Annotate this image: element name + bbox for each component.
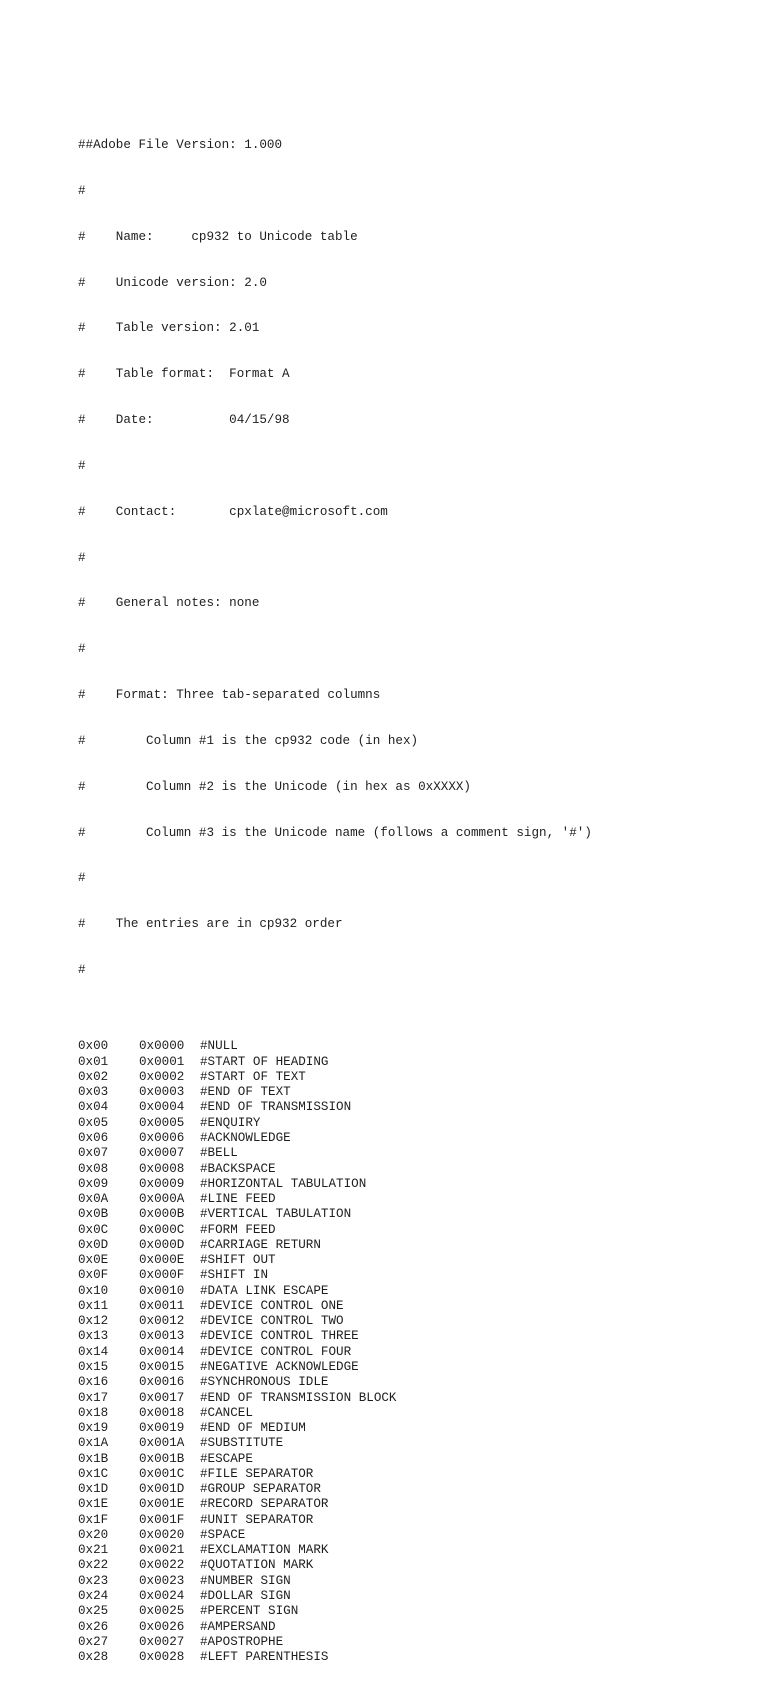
unicode-code-cell: 0x0016 <box>139 1375 185 1390</box>
unicode-code-cell: 0x001C <box>139 1466 185 1481</box>
unicode-name-cell: #START OF TEXT <box>200 1069 306 1084</box>
unicode-name-cell: #DEVICE CONTROL FOUR <box>200 1344 352 1359</box>
cp932-code-cell: 0x20 <box>78 1527 109 1542</box>
unicode-name-cell: #VERTICAL TABULATION <box>200 1207 352 1222</box>
unicode-code-cell: 0x0025 <box>139 1604 185 1619</box>
unicode-code-cell: 0x0027 <box>139 1634 185 1649</box>
unicode-name-cell: #START OF HEADING <box>200 1054 329 1069</box>
unicode-code-cell: 0x0011 <box>139 1298 185 1313</box>
unicode-code-cell: 0x000A <box>139 1192 185 1207</box>
cp932-code-cell: 0x05 <box>78 1115 109 1130</box>
table-row <box>78 1558 758 1573</box>
unicode-code-cell: 0x0008 <box>139 1161 185 1176</box>
unicode-name-cell: #RECORD SEPARATOR <box>200 1497 329 1512</box>
cp932-code-cell: 0x16 <box>78 1375 109 1390</box>
unicode-name-cell: #ESCAPE <box>200 1451 253 1466</box>
table-row <box>78 1039 758 1054</box>
unicode-name-cell: #DATA LINK ESCAPE <box>200 1283 329 1298</box>
header-line: # Contact: cpxlate@microsoft.com <box>78 504 388 519</box>
cp932-code-cell: 0x21 <box>78 1543 109 1558</box>
table-row <box>78 1360 758 1375</box>
unicode-name-cell: #SHIFT IN <box>200 1268 269 1283</box>
header-line: # Name: cp932 to Unicode table <box>78 229 358 244</box>
table-row <box>78 1543 758 1558</box>
header-line: # <box>78 642 86 657</box>
table-row <box>78 1207 758 1222</box>
unicode-name-cell: #SYNCHRONOUS IDLE <box>200 1375 329 1390</box>
header-line: # <box>78 963 86 978</box>
unicode-code-cell: 0x0010 <box>139 1283 185 1298</box>
unicode-name-cell: #QUOTATION MARK <box>200 1558 314 1573</box>
cp932-code-cell: 0x19 <box>78 1421 109 1436</box>
table-row <box>78 1146 758 1161</box>
unicode-code-cell: 0x0017 <box>139 1390 185 1405</box>
table-row <box>78 1391 758 1406</box>
header-line: # <box>78 458 86 473</box>
table-row <box>78 1314 758 1329</box>
cp932-code-cell: 0x09 <box>78 1176 109 1191</box>
unicode-name-cell: #BELL <box>200 1146 238 1161</box>
cp932-code-cell: 0x1F <box>78 1512 109 1527</box>
table-row <box>78 1635 758 1650</box>
table-row <box>78 1528 758 1543</box>
file-header <box>78 108 758 1009</box>
table-row <box>78 1284 758 1299</box>
unicode-name-cell: #SPACE <box>200 1527 246 1542</box>
cp932-code-cell: 0x01 <box>78 1054 109 1069</box>
cp932-code-cell: 0x06 <box>78 1131 109 1146</box>
unicode-code-cell: 0x000F <box>139 1268 185 1283</box>
table-row <box>78 1055 758 1070</box>
unicode-name-cell: #PERCENT SIGN <box>200 1604 299 1619</box>
cp932-code-cell: 0x23 <box>78 1573 109 1588</box>
unicode-code-cell: 0x0023 <box>139 1573 185 1588</box>
header-line: # General notes: none <box>78 596 260 611</box>
unicode-code-cell: 0x0020 <box>139 1527 185 1542</box>
unicode-code-cell: 0x0021 <box>139 1543 185 1558</box>
table-row <box>78 1100 758 1115</box>
table-row <box>78 1589 758 1604</box>
unicode-code-cell: 0x0015 <box>139 1360 185 1374</box>
table-row <box>78 1436 758 1451</box>
table-row <box>78 1253 758 1268</box>
cp932-code-cell: 0x1D <box>78 1482 109 1497</box>
unicode-name-cell: #BACKSPACE <box>200 1161 276 1176</box>
table-row <box>78 1070 758 1085</box>
unicode-name-cell: #NULL <box>200 1039 238 1054</box>
unicode-name-cell: #ENQUIRY <box>200 1115 261 1130</box>
table-row <box>78 1162 758 1177</box>
unicode-name-cell: #AMPERSAND <box>200 1619 276 1634</box>
cp932-code-cell: 0x0B <box>78 1207 109 1222</box>
cp932-code-cell: 0x0C <box>78 1222 109 1237</box>
cp932-code-cell: 0x10 <box>78 1283 109 1298</box>
table-row <box>78 1375 758 1390</box>
header-line: # Table format: Format A <box>78 367 290 382</box>
cp932-code-cell: 0x12 <box>78 1314 109 1329</box>
unicode-code-cell: 0x0002 <box>139 1069 185 1084</box>
table-row <box>78 1345 758 1360</box>
header-line: # Column #3 is the Unicode name (follows a comment sign, '#') <box>78 825 592 840</box>
table-row <box>78 1604 758 1619</box>
header-line: # Unicode version: 2.0 <box>78 275 267 290</box>
cp932-code-cell: 0x1B <box>78 1451 109 1466</box>
cp932-code-cell: 0x02 <box>78 1069 109 1084</box>
cp932-code-cell: 0x03 <box>78 1085 109 1100</box>
unicode-code-cell: 0x0007 <box>139 1146 185 1161</box>
table-row <box>78 1177 758 1192</box>
table-row <box>78 1116 758 1131</box>
unicode-name-cell: #UNIT SEPARATOR <box>200 1512 314 1527</box>
unicode-name-cell: #DEVICE CONTROL ONE <box>200 1298 344 1313</box>
unicode-code-cell: 0x0018 <box>139 1405 185 1420</box>
table-row <box>78 1482 758 1497</box>
cp932-code-cell: 0x13 <box>78 1329 109 1344</box>
cp932-code-cell: 0x0A <box>78 1192 109 1207</box>
cp932-code-cell: 0x0F <box>78 1268 109 1283</box>
unicode-name-cell: #DOLLAR SIGN <box>200 1588 291 1603</box>
unicode-code-cell: 0x001F <box>139 1512 185 1527</box>
table-row <box>78 1329 758 1344</box>
unicode-name-cell: #CANCEL <box>200 1405 253 1420</box>
table-row <box>78 1650 758 1665</box>
unicode-code-cell: 0x0006 <box>139 1131 185 1146</box>
unicode-code-cell: 0x001D <box>139 1482 185 1497</box>
table-row <box>78 1192 758 1207</box>
table-row <box>78 1238 758 1253</box>
unicode-name-cell: #NUMBER SIGN <box>200 1573 291 1588</box>
cp932-code-cell: 0x00 <box>78 1039 109 1054</box>
cp932-code-cell: 0x27 <box>78 1634 109 1649</box>
header-line: # The entries are in cp932 order <box>78 917 343 932</box>
cp932-code-cell: 0x1C <box>78 1466 109 1481</box>
cp932-code-cell: 0x14 <box>78 1344 109 1359</box>
header-line: # Column #1 is the cp932 code (in hex) <box>78 733 419 748</box>
unicode-code-cell: 0x0005 <box>139 1115 185 1130</box>
unicode-name-cell: #HORIZONTAL TABULATION <box>200 1176 367 1191</box>
cp932-code-cell: 0x17 <box>78 1390 109 1405</box>
unicode-code-cell: 0x0004 <box>139 1100 185 1115</box>
cp932-code-cell: 0x1A <box>78 1436 109 1451</box>
cp932-code-cell: 0x04 <box>78 1100 109 1115</box>
unicode-code-cell: 0x001E <box>139 1497 185 1512</box>
unicode-name-cell: #DEVICE CONTROL TWO <box>200 1314 344 1329</box>
cp932-code-cell: 0x18 <box>78 1405 109 1420</box>
table-row <box>78 1085 758 1100</box>
table-row <box>78 1452 758 1467</box>
cp932-code-cell: 0x1E <box>78 1497 109 1512</box>
unicode-name-cell: #EXCLAMATION MARK <box>200 1543 329 1558</box>
cp932-code-cell: 0x0E <box>78 1253 109 1268</box>
header-line: # Format: Three tab-separated columns <box>78 688 381 703</box>
unicode-code-cell: 0x0028 <box>139 1650 185 1665</box>
unicode-code-cell: 0x0019 <box>139 1421 185 1436</box>
unicode-code-cell: 0x000D <box>139 1237 185 1252</box>
unicode-code-cell: 0x0003 <box>139 1085 185 1100</box>
unicode-code-cell: 0x001B <box>139 1451 185 1466</box>
unicode-name-cell: #DEVICE CONTROL THREE <box>200 1329 359 1344</box>
mapping-table <box>78 1039 758 1665</box>
unicode-name-cell: #LINE FEED <box>200 1192 276 1207</box>
unicode-code-cell: 0x000B <box>139 1207 185 1222</box>
unicode-name-cell: #SUBSTITUTE <box>200 1436 284 1451</box>
unicode-code-cell: 0x0022 <box>139 1558 185 1573</box>
header-line: # Table version: 2.01 <box>78 321 260 336</box>
table-row <box>78 1620 758 1635</box>
table-row <box>78 1497 758 1512</box>
table-row <box>78 1467 758 1482</box>
cp932-code-cell: 0x15 <box>78 1360 109 1374</box>
document-page <box>78 77 758 1681</box>
header-line: # Column #2 is the Unicode (in hex as 0xXXXX) <box>78 779 471 794</box>
table-row <box>78 1268 758 1283</box>
cp932-code-cell: 0x28 <box>78 1650 109 1665</box>
table-row <box>78 1421 758 1436</box>
unicode-name-cell: #APOSTROPHE <box>200 1634 284 1649</box>
cp932-code-cell: 0x22 <box>78 1558 109 1573</box>
cp932-code-cell: 0x0D <box>78 1237 109 1252</box>
cp932-code-cell: 0x24 <box>78 1588 109 1603</box>
unicode-code-cell: 0x0014 <box>139 1344 185 1359</box>
cp932-code-cell: 0x11 <box>78 1298 109 1313</box>
unicode-name-cell: #GROUP SEPARATOR <box>200 1482 321 1497</box>
unicode-code-cell: 0x000E <box>139 1253 185 1268</box>
header-line: # <box>78 871 86 886</box>
header-line: # <box>78 550 86 565</box>
header-line: # Date: 04/15/98 <box>78 413 290 428</box>
cp932-code-cell: 0x25 <box>78 1604 109 1619</box>
table-row <box>78 1299 758 1314</box>
unicode-name-cell: #END OF MEDIUM <box>200 1421 306 1436</box>
unicode-code-cell: 0x0024 <box>139 1588 185 1603</box>
header-line: # <box>78 183 86 198</box>
unicode-name-cell: #LEFT PARENTHESIS <box>200 1650 329 1665</box>
unicode-name-cell: #END OF TRANSMISSION <box>200 1100 352 1115</box>
header-line: ##Adobe File Version: 1.000 <box>78 138 283 153</box>
unicode-code-cell: 0x0026 <box>139 1619 185 1634</box>
unicode-code-cell: 0x0013 <box>139 1329 185 1344</box>
unicode-name-cell: #END OF TRANSMISSION BLOCK <box>200 1390 397 1405</box>
unicode-code-cell: 0x001A <box>139 1436 185 1451</box>
unicode-code-cell: 0x0001 <box>139 1054 185 1069</box>
cp932-code-cell: 0x08 <box>78 1161 109 1176</box>
table-row <box>78 1513 758 1528</box>
unicode-name-cell: #NEGATIVE ACKNOWLEDGE <box>200 1360 359 1374</box>
unicode-name-cell: #FORM FEED <box>200 1222 276 1237</box>
unicode-code-cell: 0x0000 <box>139 1039 185 1054</box>
cp932-code-cell: 0x26 <box>78 1619 109 1634</box>
table-row <box>78 1223 758 1238</box>
unicode-name-cell: #ACKNOWLEDGE <box>200 1131 291 1146</box>
unicode-name-cell: #CARRIAGE RETURN <box>200 1237 321 1252</box>
unicode-code-cell: 0x0012 <box>139 1314 185 1329</box>
unicode-name-cell: #FILE SEPARATOR <box>200 1466 314 1481</box>
table-row <box>78 1574 758 1589</box>
cp932-code-cell: 0x07 <box>78 1146 109 1161</box>
unicode-name-cell: #SHIFT OUT <box>200 1253 276 1268</box>
unicode-name-cell: #END OF TEXT <box>200 1085 291 1100</box>
table-row <box>78 1131 758 1146</box>
unicode-code-cell: 0x0009 <box>139 1176 185 1191</box>
unicode-code-cell: 0x000C <box>139 1222 185 1237</box>
table-row <box>78 1406 758 1421</box>
